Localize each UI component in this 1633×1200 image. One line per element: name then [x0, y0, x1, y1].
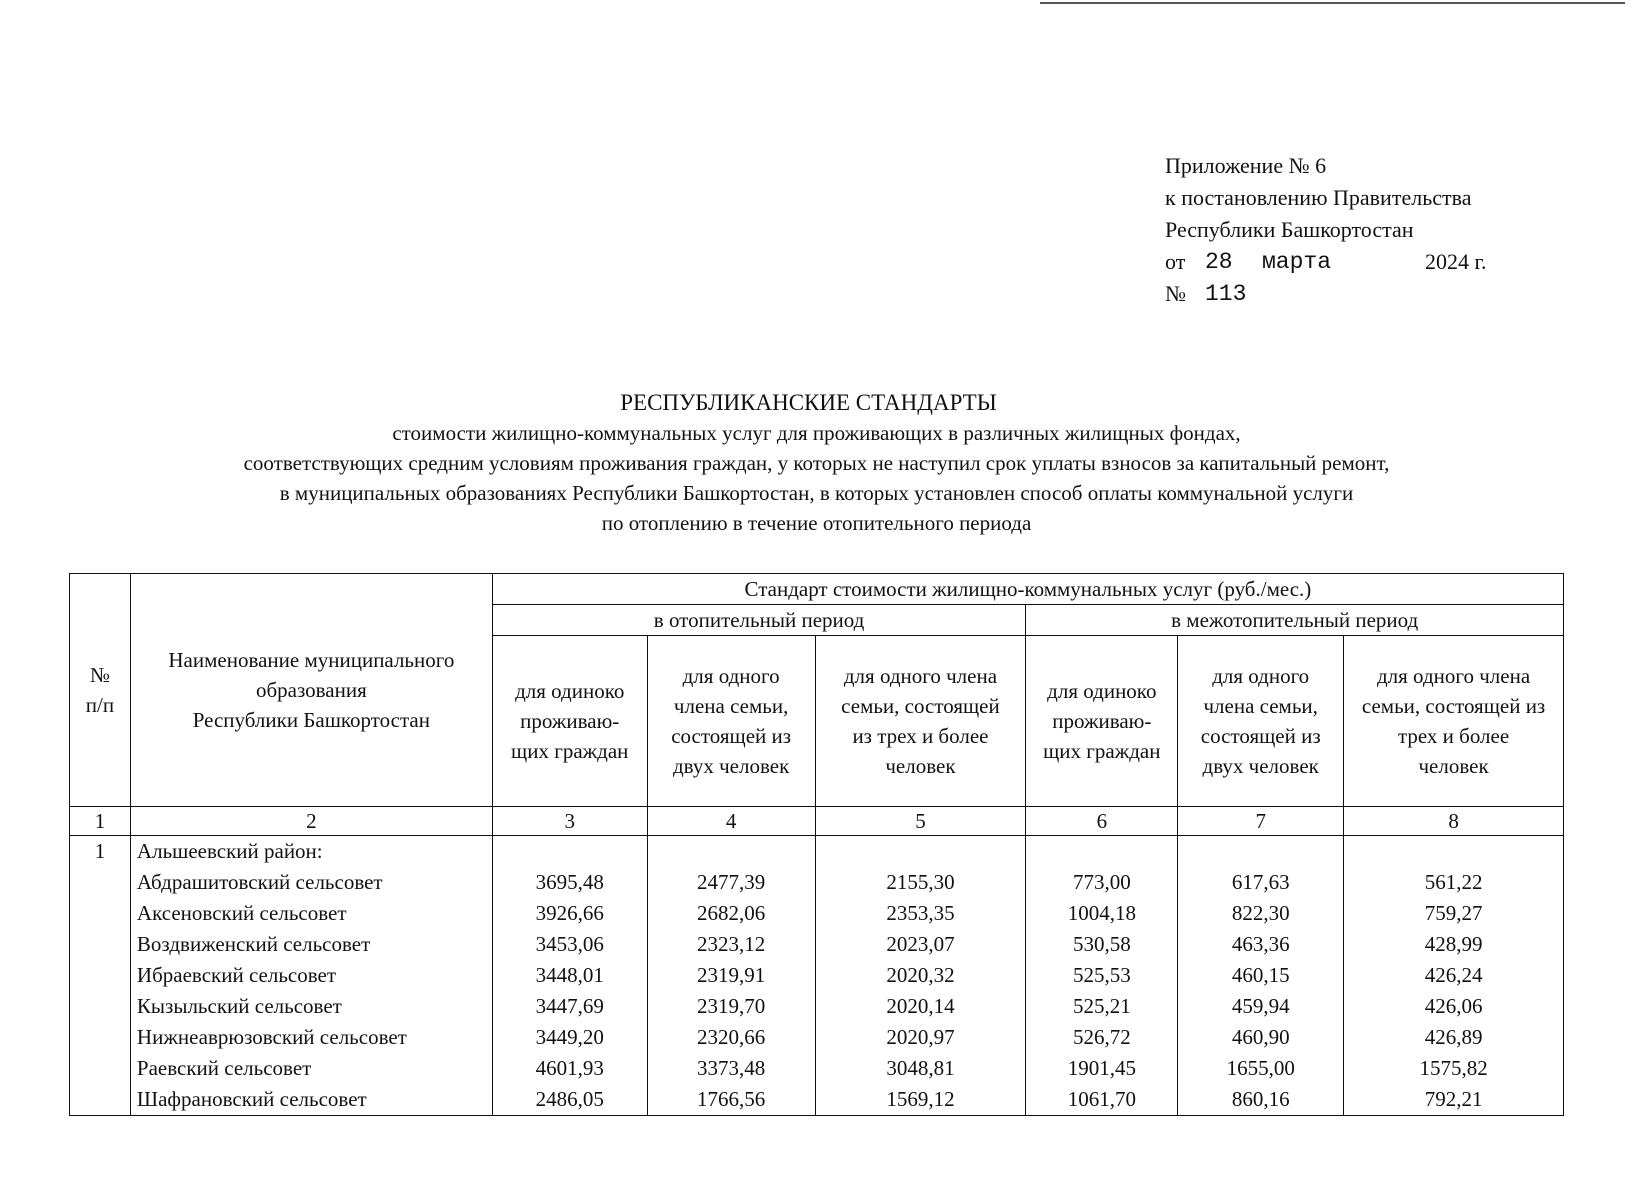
header-sub-4: для одного члена семьи, состоящей из двух человек	[647, 636, 815, 807]
row-value: 460,15	[1178, 960, 1344, 991]
group-name: Альшеевский район:	[130, 836, 492, 868]
column-number: 7	[1178, 807, 1344, 836]
header-sub-7: для одного члена семьи, состоящей из двух человек	[1178, 636, 1344, 807]
table-row	[70, 1022, 1564, 1053]
row-value: 1901,45	[1026, 1053, 1178, 1084]
column-number: 8	[1344, 807, 1564, 836]
appendix-number	[1165, 278, 1500, 310]
doc-title: РЕСПУБЛИКАНСКИЕ СТАНДАРТЫ	[620, 390, 997, 415]
row-value: 460,90	[1178, 1022, 1344, 1053]
row-value: 617,63	[1178, 867, 1344, 898]
row-name: Нижнеаврюзовский сельсовет	[130, 1022, 492, 1053]
header-heating-period: в отопительный период	[492, 605, 1026, 636]
column-number: 1	[70, 807, 131, 836]
group-index: 1	[70, 836, 131, 868]
row-value: 2319,91	[647, 960, 815, 991]
row-value: 525,53	[1026, 960, 1178, 991]
header-sub-6: для одиноко проживаю- щих граждан	[1026, 636, 1178, 807]
row-value: 3447,69	[492, 991, 647, 1022]
row-value: 1575,82	[1344, 1053, 1564, 1084]
header-sub-5: для одного члена семьи, состоящей из трех и более человек	[815, 636, 1026, 807]
row-value: 2353,35	[815, 898, 1026, 929]
row-value: 2319,70	[647, 991, 815, 1022]
date-from-label: от	[1165, 249, 1186, 274]
header-group: Стандарт стоимости жилищно-коммунальных услуг (руб./мес.)	[492, 574, 1563, 605]
top-rule	[1040, 2, 1625, 4]
row-value: 1004,18	[1026, 898, 1178, 929]
row-value: 561,22	[1344, 867, 1564, 898]
row-value: 1766,56	[647, 1084, 815, 1116]
row-name: Абдрашитовский сельсовет	[130, 867, 492, 898]
row-value: 3449,20	[492, 1022, 647, 1053]
table-row	[70, 1084, 1564, 1116]
standards-table	[69, 573, 1564, 1116]
row-value: 2323,12	[647, 929, 815, 960]
row-value: 822,30	[1178, 898, 1344, 929]
header-non-heating-period: в межотопительный период	[1026, 605, 1564, 636]
row-value: 4601,93	[492, 1053, 647, 1084]
appendix-date	[1165, 246, 1500, 278]
row-value: 2477,39	[647, 867, 815, 898]
row-value: 1061,70	[1026, 1084, 1178, 1116]
row-value: 459,94	[1178, 991, 1344, 1022]
row-name: Воздвиженский сельсовет	[130, 929, 492, 960]
table-row	[70, 991, 1564, 1022]
table-row	[70, 898, 1564, 929]
row-value: 463,36	[1178, 929, 1344, 960]
row-value: 860,16	[1178, 1084, 1344, 1116]
row-value: 526,72	[1026, 1022, 1178, 1053]
row-value: 792,21	[1344, 1084, 1564, 1116]
appendix-decree: к постановлению Правительства	[1165, 185, 1472, 210]
row-value: 3448,01	[492, 960, 647, 991]
row-value: 2020,97	[815, 1022, 1026, 1053]
header-name: Наименование муниципального образования Республики Башкортостан	[130, 574, 492, 807]
row-value: 2020,14	[815, 991, 1026, 1022]
row-value: 3048,81	[815, 1053, 1026, 1084]
table-body	[70, 836, 1564, 1116]
date-month: марта	[1262, 249, 1332, 275]
row-value: 3373,48	[647, 1053, 815, 1084]
appendix-block	[1165, 150, 1500, 310]
date-year: 2024 г.	[1425, 249, 1487, 274]
row-value: 2320,66	[647, 1022, 815, 1053]
header-no: № п/п	[70, 574, 131, 807]
column-number: 4	[647, 807, 815, 836]
row-value: 2682,06	[647, 898, 815, 929]
row-value: 759,27	[1344, 898, 1564, 929]
table-row	[70, 1053, 1564, 1084]
column-number: 3	[492, 807, 647, 836]
row-value: 426,89	[1344, 1022, 1564, 1053]
table-row	[70, 929, 1564, 960]
table-row-group	[70, 836, 1564, 868]
row-value: 3453,06	[492, 929, 647, 960]
row-value: 3695,48	[492, 867, 647, 898]
row-name: Раевский сельсовет	[130, 1053, 492, 1084]
row-value: 2023,07	[815, 929, 1026, 960]
appendix-title: Приложение № 6	[1165, 153, 1327, 178]
row-name: Аксеновский сельсовет	[130, 898, 492, 929]
row-value: 773,00	[1026, 867, 1178, 898]
subtitle-line-2: соответствующих средним условиям проживания граждан, у которых не наступил срок уплаты взносов за капитальный ремонт,	[243, 451, 1390, 475]
column-number: 2	[130, 807, 492, 836]
appendix-republic: Республики Башкортостан	[1165, 217, 1414, 242]
row-name: Кызыльский сельсовет	[130, 991, 492, 1022]
number-label: №	[1165, 281, 1186, 306]
row-value: 530,58	[1026, 929, 1178, 960]
row-name: Шафрановский сельсовет	[130, 1084, 492, 1116]
table-row	[70, 867, 1564, 898]
subtitle-line-3: в муниципальных образованиях Республики Башкортостан, в которых установлен способ оплаты коммунальной услуги	[279, 481, 1354, 505]
row-value: 2020,32	[815, 960, 1026, 991]
row-value: 426,24	[1344, 960, 1564, 991]
doc-subtitle	[0, 418, 1633, 538]
header-sub-8: для одного члена семьи, состоящей из трех и более человек	[1344, 636, 1564, 807]
subtitle-line-4: по отоплению в течение отопительного периода	[601, 511, 1032, 535]
row-value: 1655,00	[1178, 1053, 1344, 1084]
column-number: 5	[815, 807, 1026, 836]
row-value: 428,99	[1344, 929, 1564, 960]
column-number: 6	[1026, 807, 1178, 836]
row-value: 525,21	[1026, 991, 1178, 1022]
row-value: 2155,30	[815, 867, 1026, 898]
row-name: Ибраевский сельсовет	[130, 960, 492, 991]
subtitle-line-1: стоимости жилищно-коммунальных услуг для проживающих в различных жилищных фондах,	[392, 421, 1241, 445]
header-sub-3: для одиноко проживаю- щих граждан	[492, 636, 647, 807]
row-value: 426,06	[1344, 991, 1564, 1022]
title-block	[0, 388, 1633, 538]
row-value: 1569,12	[815, 1084, 1026, 1116]
row-value: 3926,66	[492, 898, 647, 929]
row-value: 2486,05	[492, 1084, 647, 1116]
table-row	[70, 960, 1564, 991]
number-value: 113	[1205, 281, 1247, 307]
date-day: 28	[1205, 249, 1233, 275]
